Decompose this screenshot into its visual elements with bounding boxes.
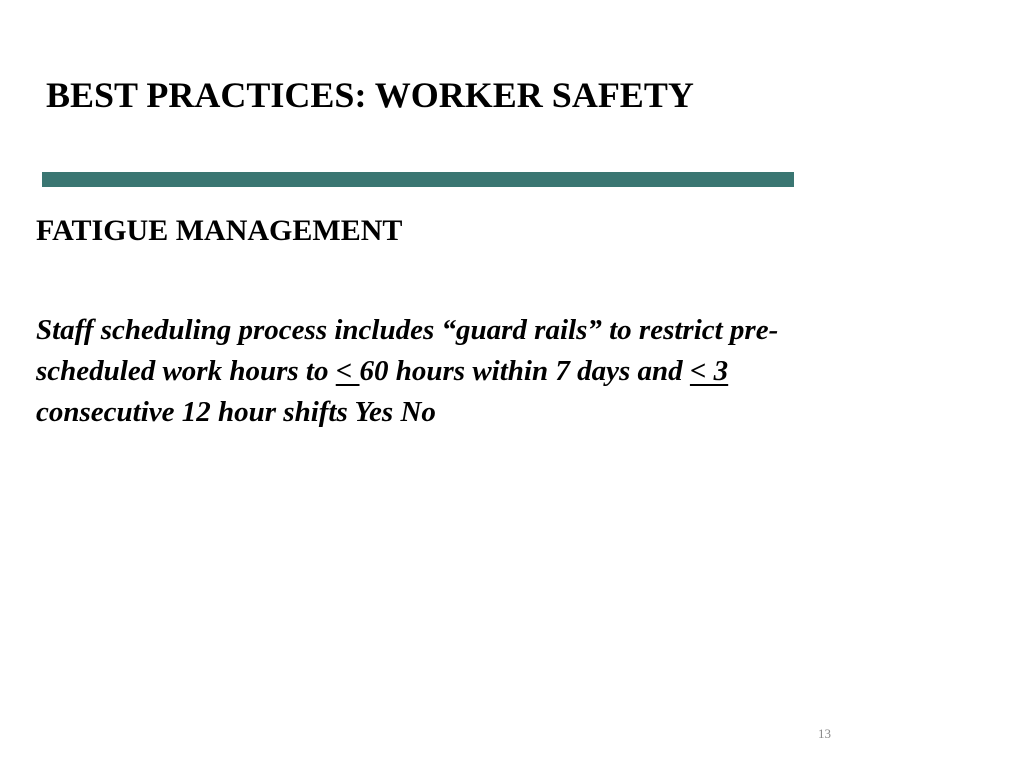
body-text-segment: 60 hours within 7 days and [359,355,690,387]
less-than-or-equal-symbol: < [335,355,360,387]
slide-title: BEST PRACTICES: WORKER SAFETY [46,75,694,115]
body-paragraph [36,310,936,433]
yes-option: Yes [354,396,394,428]
page-number: 13 [818,726,831,741]
body-line-3 [36,392,936,433]
body-line-1 [36,310,936,351]
title-divider-bar [42,172,794,187]
no-option: No [400,396,436,428]
body-text-segment: scheduled work hours to [36,355,336,387]
body-text-segment: Staff scheduling process includes “guard rails” to restrict pre- [36,314,779,346]
body-line-2 [36,351,936,392]
section-heading: FATIGUE MANAGEMENT [36,214,403,247]
less-than-or-equal-3: < 3 [689,355,729,387]
body-text-segment: consecutive 12 hour shifts [36,396,355,428]
